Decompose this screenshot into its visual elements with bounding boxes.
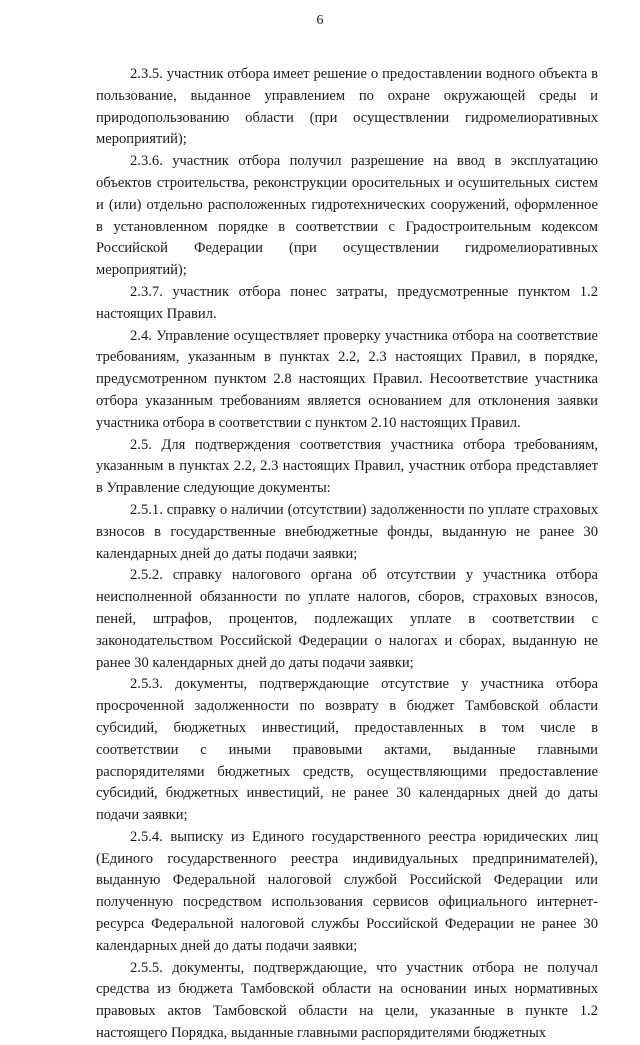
paragraph-2-5-4: 2.5.4. выписку из Единого государственного реестра юридических лиц (Единого государственного реестра индивидуальных предпринимателей), выданную Федеральной налоговой службой Российской Федерации или полученную посредством использования сервисов официального интернет-ресурса Федеральной налоговой службы Российской Федерации не ранее 30 календарных дней до даты подачи заявки; <box>96 828 598 954</box>
paragraph-2-3-6: 2.3.6. участник отбора получил разрешение на ввод в эксплуатацию объектов строительства, реконструкции оросительных и осушительных систем и (или) отдельно расположенных гидротехнических сооружений, оформленное в установленном порядке в соответствии с Градостроительным кодексом Российской Федерации (при осуществлении гидромелиоративных мероприятий); <box>96 153 598 279</box>
paragraph-2-3-5: 2.3.5. участник отбора имеет решение о предоставлении водного объекта в пользование, выданное управлением по охране окружающей среды и природопользованию области (при осуществлении гидромелиоративных мероприятий); <box>96 66 598 148</box>
paragraph-2-4: 2.4. Управление осуществляет проверку участника отбора на соответствие требованиям, указанным в пунктах 2.2, 2.3 настоящих Правил, в порядке, предусмотренном пунктом 2.8 настоящих Правил. Несоответствие участника отбора указанным требованиям является основанием для отклонения заявки участника отбора в соответствии с пунктом 2.10 настоящих Правил. <box>96 327 598 431</box>
paragraph-2-5-5: 2.5.5. документы, подтверждающие, что участник отбора не получал средства из бюджета Тамбовской области на основании иных нормативных правовых актов Тамбовской области на цели, указанные в пункте 1.2 настоящего Порядка, выданные главными распорядителями бюджетных <box>96 959 598 1042</box>
paragraph-2-5-2: 2.5.2. справку налогового органа об отсутствии у участника отбора неисполненной обязанности по уплате налогов, сборов, страховых взносов, пеней, штрафов, процентов, подлежащих уплате в соответствии с законодательством Российской Федерации о налогах и сборах, выданную не ранее 30 календарных дней до даты подачи заявки; <box>96 567 598 671</box>
document-body <box>96 64 598 1045</box>
paragraph-2-5-1: 2.5.1. справку о наличии (отсутствии) задолженности по уплате страховых взносов в государственные внебюджетные фонды, выданную не ранее 30 календарных дней до даты подачи заявки; <box>96 501 598 562</box>
page-number: 6 <box>316 13 324 28</box>
paragraph-2-5: 2.5. Для подтверждения соответствия участника отбора требованиям, указанным в пунктах 2.2, 2.3 настоящих Правил, участник отбора представляет в Управление следующие документы: <box>96 436 598 497</box>
paragraph-2-5-3: 2.5.3. документы, подтверждающие отсутствие у участника отбора просроченной задолженности по возврату в бюджет Тамбовской области субсидий, бюджетных инвестиций, предоставленных в том числе в соответствии с иными правовыми актами, выданные главными распорядителями бюджетных средств, осуществляющими предоставление субсидий, бюджетных инвестиций, не ранее 30 календарных дней до даты подачи заявки; <box>96 676 598 824</box>
paragraph-2-3-7: 2.3.7. участник отбора понес затраты, предусмотренные пунктом 1.2 настоящих Правил. <box>96 283 598 322</box>
